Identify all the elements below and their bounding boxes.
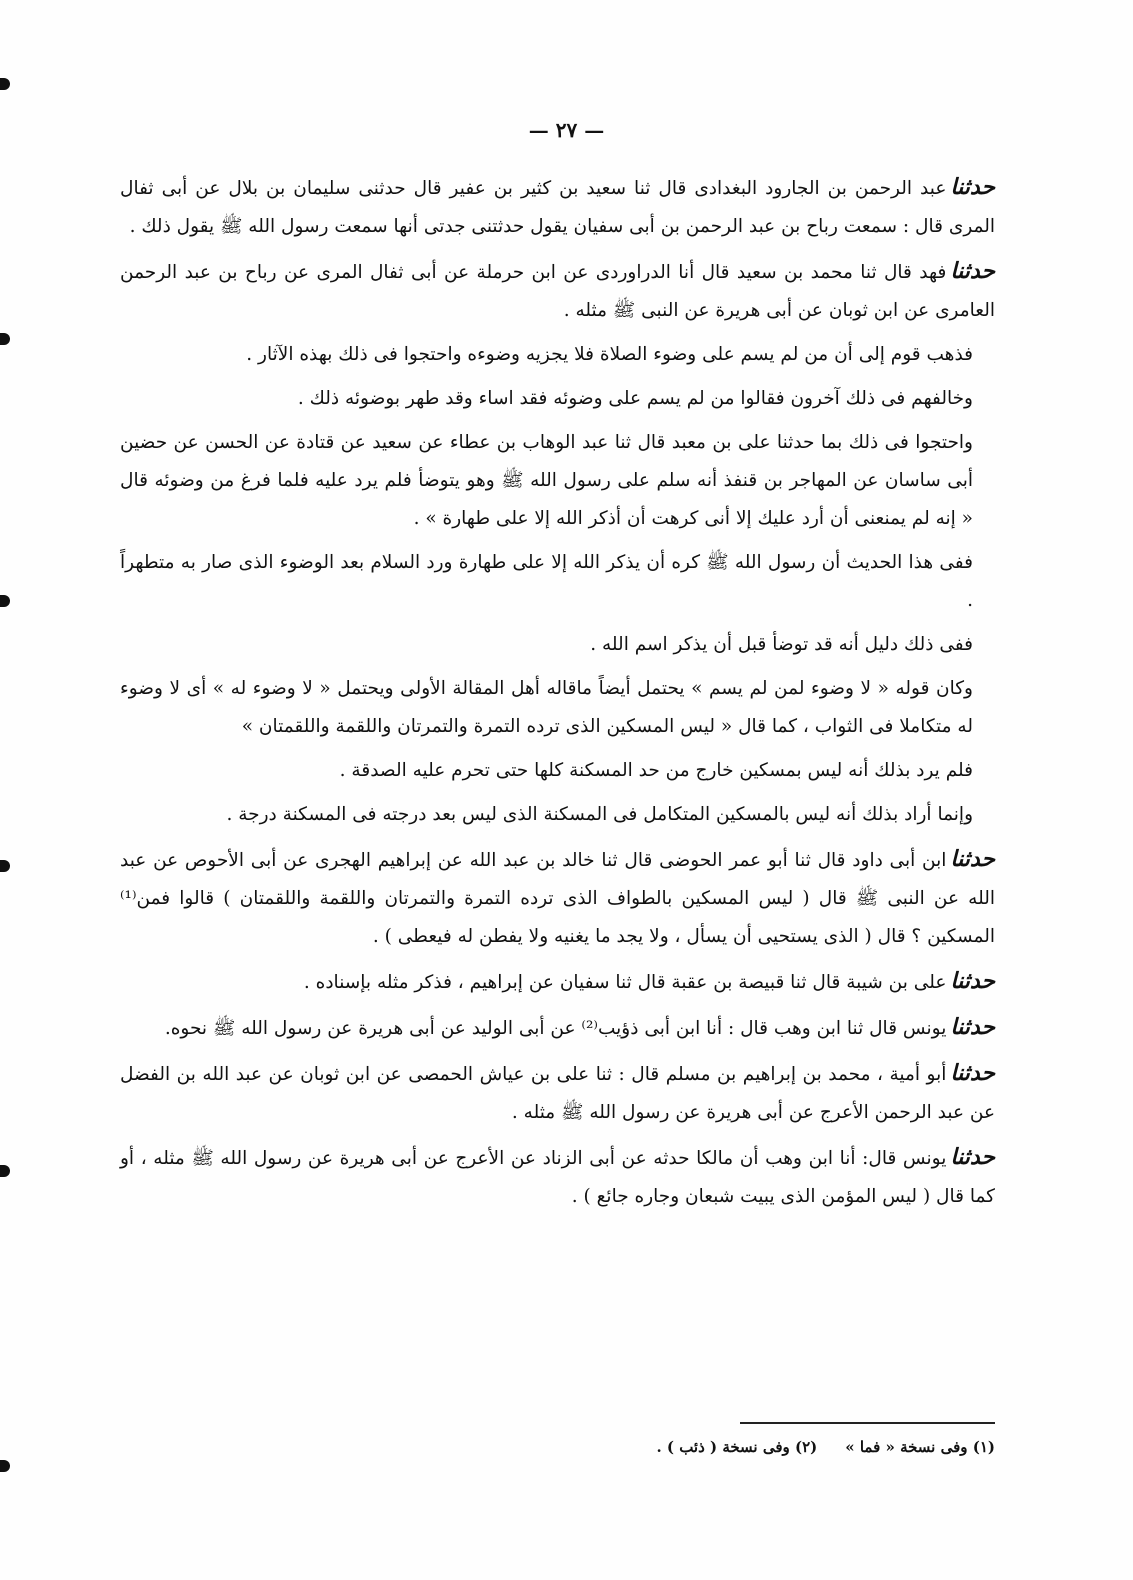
hadith-keyword: حدثنا xyxy=(950,258,995,284)
hadith-keyword: حدثنا xyxy=(950,1014,995,1040)
paragraph xyxy=(120,168,995,246)
scan-margin-mark xyxy=(0,1165,10,1177)
paragraph xyxy=(120,796,995,834)
footnote: (١) وفى نسخة « فما » xyxy=(845,1438,995,1456)
paragraph xyxy=(120,424,995,538)
footnote: (٢) وفى نسخة ( ذئب ) . xyxy=(656,1438,818,1456)
paragraph xyxy=(120,962,995,1002)
paragraph xyxy=(120,1008,995,1048)
page-number: — ٢٧ — xyxy=(528,118,605,142)
hadith-keyword: حدثنا xyxy=(950,846,995,872)
hadith-keyword: حدثنا xyxy=(950,1060,995,1086)
paragraph xyxy=(120,752,995,790)
hadith-keyword: حدثنا xyxy=(950,1144,995,1170)
paragraph xyxy=(120,544,995,620)
main-text xyxy=(120,168,995,1222)
paragraph-text: ففى ذلك دليل أنه قد توضأ قبل أن يذكر اسم الله . xyxy=(590,634,973,655)
footnotes xyxy=(470,1438,995,1456)
scan-margin-mark xyxy=(0,78,10,90)
scan-margin-mark xyxy=(0,595,10,607)
paragraph-text: عبد الرحمن بن الجارود البغدادى قال ثنا سعيد بن كثير بن عفير قال حدثنى سليمان بن بلال عن أبى ثفال المرى قال : سمعت رباح بن عبد الرحمن بن أبى سفيان يقول حدثتنى جدتى أنها سمعت رسول الله ﷺ يقول ذلك . xyxy=(120,178,995,237)
paragraph-text: يونس قال ثنا ابن وهب قال : أنا ابن أبى ذؤيب⁽²⁾ عن أبى الوليد عن أبى هريرة عن رسول الله ﷺ نحوه. xyxy=(164,1018,947,1039)
paragraph xyxy=(120,1138,995,1216)
paragraph-text: ابن أبى داود قال ثنا أبو عمر الحوضى قال ثنا خالد بن عبد الله عن إبراهيم الهجرى عن أبى الأحوص عن عبد الله عن النبى ﷺ قال ( ليس المسكين بالطواف الذى ترده التمرة والتمرتان واللقمة واللقمتان ) قالوا فمن⁽¹⁾ المسكين ؟ قال ( الذى يستحيى أن يسأل ، ولا يجد ما يغنيه ولا يفطن له فيعطى ) . xyxy=(120,850,995,947)
scan-margin-mark xyxy=(0,860,10,872)
paragraph-text: أبو أمية ، محمد بن إبراهيم بن مسلم قال : ثنا على بن عياش الحمصى عن ابن ثوبان عن عبد الله بن الفضل عن عبد الرحمن الأعرج عن أبى هريرة عن رسول الله ﷺ مثله . xyxy=(120,1064,995,1123)
paragraph-text: وإنما أراد بذلك أنه ليس بالمسكين المتكامل فى المسكنة الذى ليس بعد درجته فى المسكنة درجة . xyxy=(226,804,973,825)
paragraph-text: فهد قال ثنا محمد بن سعيد قال أنا الدراوردى عن ابن حرملة عن أبى ثفال المرى عن رباح بن عبد الرحمن العامرى عن ابن ثوبان عن أبى هريرة عن النبى ﷺ مثله . xyxy=(120,262,995,321)
paragraph xyxy=(120,670,995,746)
paragraph-text: فلم يرد بذلك أنه ليس بمسكين خارج من حد المسكنة كلها حتى تحرم عليه الصدقة . xyxy=(339,760,973,781)
paragraph xyxy=(120,336,995,374)
paragraph-text: على بن شيبة قال ثنا قبيصة بن عقبة قال ثنا سفيان عن إبراهيم ، فذكر مثله بإسناده . xyxy=(303,972,947,993)
paragraph xyxy=(120,252,995,330)
paragraph xyxy=(120,380,995,418)
paragraph-text: ففى هذا الحديث أن رسول الله ﷺ كره أن يذكر الله إلا على طهارة ورد السلام بعد الوضوء الذى صار به متطهراً . xyxy=(120,552,973,611)
paragraph xyxy=(120,840,995,956)
footnote-divider xyxy=(740,1422,995,1424)
paragraph xyxy=(120,1054,995,1132)
scan-margin-mark xyxy=(0,1460,10,1472)
paragraph-text: واحتجوا فى ذلك بما حدثنا على بن معبد قال ثنا عبد الوهاب بن عطاء عن سعيد عن قتادة عن الحسن عن حضين أبى ساسان عن المهاجر بن قنفذ أنه سلم على رسول الله ﷺ وهو يتوضأ فلم يرد عليه فلما فرغ من وضوئه قال « إنه لم يمنعنى أن أرد عليك إلا أنى كرهت أن أذكر الله إلا على طهارة » . xyxy=(120,432,973,529)
paragraph-text: وخالفهم فى ذلك آخرون فقالوا من لم يسم على وضوئه فقد اساء وقد طهر بوضوئه ذلك . xyxy=(297,388,973,409)
paragraph-text: فذهب قوم إلى أن من لم يسم على وضوء الصلاة فلا يجزيه وضوءه واحتجوا فى ذلك بهذه الآثار . xyxy=(246,344,973,365)
paragraph-text: يونس قال: أنا ابن وهب أن مالكا حدثه عن أبى الزناد عن الأعرج عن أبى هريرة عن رسول الله ﷺ مثله ، أو كما قال ( ليس المؤمن الذى يبيت شبعان وجاره جائع ) . xyxy=(120,1148,995,1207)
scan-margin-mark xyxy=(0,333,10,345)
paragraph-text: وكان قوله « لا وضوء لمن لم يسم » يحتمل أيضاً ماقاله أهل المقالة الأولى ويحتمل « لا وضوء له » أى لا وضوء له متكاملا فى الثواب ، كما قال « ليس المسكين الذى ترده التمرة والتمرتان واللقمة واللقمتان » xyxy=(120,678,973,737)
paragraph xyxy=(120,626,995,664)
hadith-keyword: حدثنا xyxy=(950,174,995,200)
hadith-keyword: حدثنا xyxy=(950,968,995,994)
